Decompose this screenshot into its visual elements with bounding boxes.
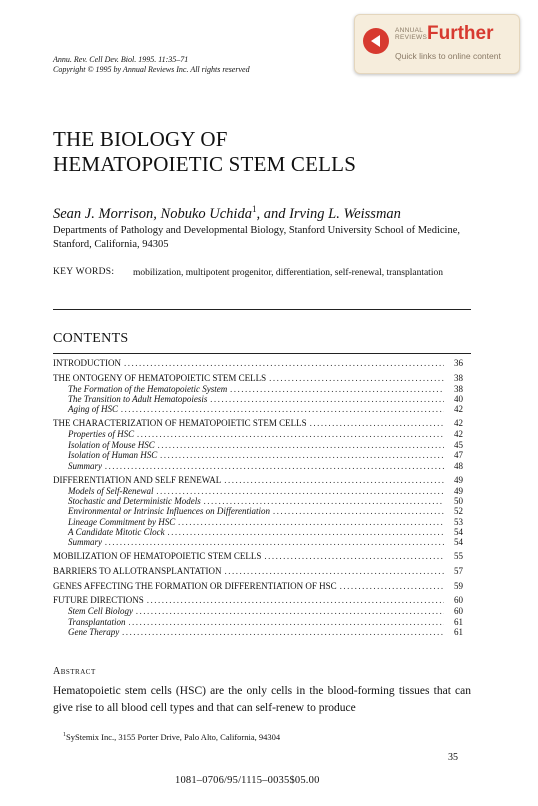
badge-title: Further: [427, 23, 494, 44]
toc-entry-label: BARRIERS TO ALLOTRANSPLANTATION: [53, 566, 222, 577]
toc-page-number: 52: [454, 506, 463, 517]
toc-page-number: 38: [454, 372, 463, 383]
toc-leader-dots: [137, 429, 444, 439]
toc-leader-dots: [269, 373, 444, 384]
toc-leader-dots: [147, 595, 444, 606]
author-footnote: $^1$SyStemix Inc., 3155 Porter Drive, Palo Alto, California, 94304: [63, 732, 281, 742]
toc-leader-dots: [158, 440, 444, 450]
toc-entry-label: THE ONTOGENY OF HEMATOPOIETIC STEM CELLS: [53, 372, 267, 383]
toc-entry-label: DIFFERENTIATION AND SELF RENEWAL: [53, 474, 222, 485]
article-title: THE BIOLOGY OF HEMATOPOIETIC STEM CELLS: [53, 127, 357, 176]
toc-entry-label: Isolation of Mouse HSC: [68, 439, 155, 450]
toc-leader-dots: [230, 384, 444, 394]
toc-subentry[interactable]: [53, 617, 463, 627]
toc-leader-dots: [105, 461, 444, 471]
toc-leader-dots: [156, 486, 444, 496]
toc-leader-dots: [224, 566, 444, 577]
toc-subentry[interactable]: [53, 486, 463, 496]
toc-page-number: 47: [454, 450, 463, 461]
toc-page-number: 38: [454, 383, 463, 394]
divider-rule: [53, 309, 471, 310]
toc-entry-label: Gene Therapy: [68, 627, 120, 638]
toc-subentry[interactable]: [53, 606, 463, 616]
toc-entry-label: The Formation of the Hematopoietic System: [68, 383, 228, 394]
toc-page-number: 48: [454, 460, 463, 471]
toc-leader-dots: [129, 617, 444, 627]
toc-leader-dots: [168, 527, 444, 537]
toc-page-number: 42: [454, 404, 463, 415]
toc-subentry[interactable]: [53, 461, 463, 471]
toc-entry[interactable]: [53, 418, 463, 429]
badge-brand: ANNUAL REVIEWS: [395, 27, 428, 41]
toc-leader-dots: [340, 581, 444, 592]
toc-entry[interactable]: [53, 551, 463, 562]
toc-entry-label: A Candidate Mitotic Clock: [68, 527, 165, 538]
toc-leader-dots: [105, 537, 444, 547]
toc-subentry[interactable]: [53, 537, 463, 547]
toc-leader-dots: [124, 358, 444, 369]
toc-entry[interactable]: [53, 475, 463, 486]
toc-leader-dots: [136, 606, 444, 616]
toc-page-number: 60: [454, 595, 463, 606]
toc-page-number: 53: [454, 516, 463, 527]
toc-subentry[interactable]: [53, 627, 463, 637]
back-arrow-icon: [363, 28, 389, 54]
abstract-text: Hematopoietic stem cells (HSC) are the only cells in the blood-forming tissues that can give rise to all blood cell types and that can self-renew to produce: [53, 685, 471, 714]
toc-page-number: 61: [454, 616, 463, 627]
toc-entry-label: Stem Cell Biology: [68, 606, 133, 617]
toc-entry-label: Summary: [68, 460, 102, 471]
badge-subtitle: Quick links to online content: [395, 51, 501, 61]
toc-leader-dots: [224, 475, 444, 486]
toc-entry-label: MOBILIZATION OF HEMATOPOIETIC STEM CELLS: [53, 551, 262, 562]
toc-leader-dots: [178, 517, 444, 527]
keywords-text: mobilization, multipotent progenitor, differentiation, self-renewal, transplantation: [133, 268, 443, 278]
toc-page-number: 42: [454, 429, 463, 440]
toc-leader-dots: [160, 450, 444, 460]
contents-rule: [53, 353, 471, 354]
toc-entry-label: FUTURE DIRECTIONS: [53, 595, 144, 606]
toc-page-number: 54: [454, 537, 463, 548]
toc-page-number: 50: [454, 495, 463, 506]
toc-entry[interactable]: [53, 373, 463, 384]
page-number: 35: [448, 752, 458, 763]
toc-entry[interactable]: [53, 566, 463, 577]
table-of-contents: [53, 358, 463, 637]
toc-subentry[interactable]: [53, 440, 463, 450]
toc-entry-label: Models of Self-Renewal: [68, 485, 154, 496]
toc-page-number: 54: [454, 527, 463, 538]
toc-page-number: 49: [454, 474, 463, 485]
toc-entry-label: Environmental or Intrinsic Influences on Differentiation: [68, 506, 271, 517]
toc-entry-label: The Transition to Adult Hematopoiesis: [68, 393, 208, 404]
toc-subentry[interactable]: [53, 394, 463, 404]
toc-subentry[interactable]: [53, 517, 463, 527]
toc-subentry[interactable]: [53, 429, 463, 439]
toc-page-number: 59: [454, 580, 463, 591]
toc-entry[interactable]: [53, 595, 463, 606]
toc-entry-label: INTRODUCTION: [53, 358, 121, 368]
toc-entry-label: Lineage Commitment by HSC: [68, 516, 176, 527]
toc-entry[interactable]: [53, 581, 463, 592]
abstract-heading: Abstract: [53, 666, 96, 677]
toc-entry-label: Aging of HSC: [68, 404, 119, 415]
author-list: Sean J. Morrison, Nobuko Uchida$^1$, and Irving L. Weissman: [53, 204, 401, 222]
toc-subentry[interactable]: [53, 527, 463, 537]
toc-subentry[interactable]: [53, 404, 463, 414]
toc-leader-dots: [310, 418, 444, 429]
journal-citation: Annu. Rev. Cell Dev. Biol. 1995. 11:35–71 Copyright © 1995 by Annual Reviews Inc. All rights reserved: [53, 55, 250, 74]
toc-entry-label: Summary: [68, 537, 102, 548]
copyright-code: 1081–0706/95/1115–0035$05.00: [175, 775, 320, 786]
toc-page-number: 57: [454, 566, 463, 577]
toc-leader-dots: [264, 551, 444, 562]
toc-page-number: 42: [454, 418, 463, 429]
contents-heading: CONTENTS: [53, 331, 129, 346]
toc-subentry[interactable]: [53, 496, 463, 506]
toc-entry-label: THE CHARACTERIZATION OF HEMATOPOIETIC STEM CELLS: [53, 418, 307, 429]
toc-leader-dots: [122, 627, 444, 637]
toc-leader-dots: [121, 404, 444, 414]
toc-entry-label: Isolation of Human HSC: [68, 450, 158, 461]
toc-entry-label: Stochastic and Deterministic Models: [68, 495, 201, 506]
toc-entry-label: Properties of HSC: [68, 429, 135, 440]
toc-page-number: 55: [454, 551, 463, 562]
toc-entry[interactable]: [53, 358, 463, 369]
toc-page-number: 40: [454, 393, 463, 404]
toc-subentry[interactable]: [53, 506, 463, 516]
toc-page-number: 49: [454, 485, 463, 496]
toc-page-number: 61: [454, 627, 463, 638]
toc-leader-dots: [210, 394, 444, 404]
toc-leader-dots: [273, 506, 444, 516]
toc-subentry[interactable]: [53, 450, 463, 460]
keywords-label: KEY WORDS:: [53, 267, 115, 277]
annual-reviews-further-badge[interactable]: [354, 14, 520, 74]
toc-entry-label: Transplantation: [68, 616, 126, 627]
toc-page-number: 60: [454, 606, 463, 617]
toc-leader-dots: [204, 496, 444, 506]
toc-page-number: 36: [454, 358, 463, 368]
toc-page-number: 45: [454, 439, 463, 450]
toc-entry-label: GENES AFFECTING THE FORMATION OR DIFFERENTIATION OF HSC: [53, 580, 337, 591]
author-affiliation: Departments of Pathology and Developmental Biology, Stanford University School of Medicine, Stanford, California, 94305: [53, 225, 460, 250]
toc-subentry[interactable]: [53, 384, 463, 394]
